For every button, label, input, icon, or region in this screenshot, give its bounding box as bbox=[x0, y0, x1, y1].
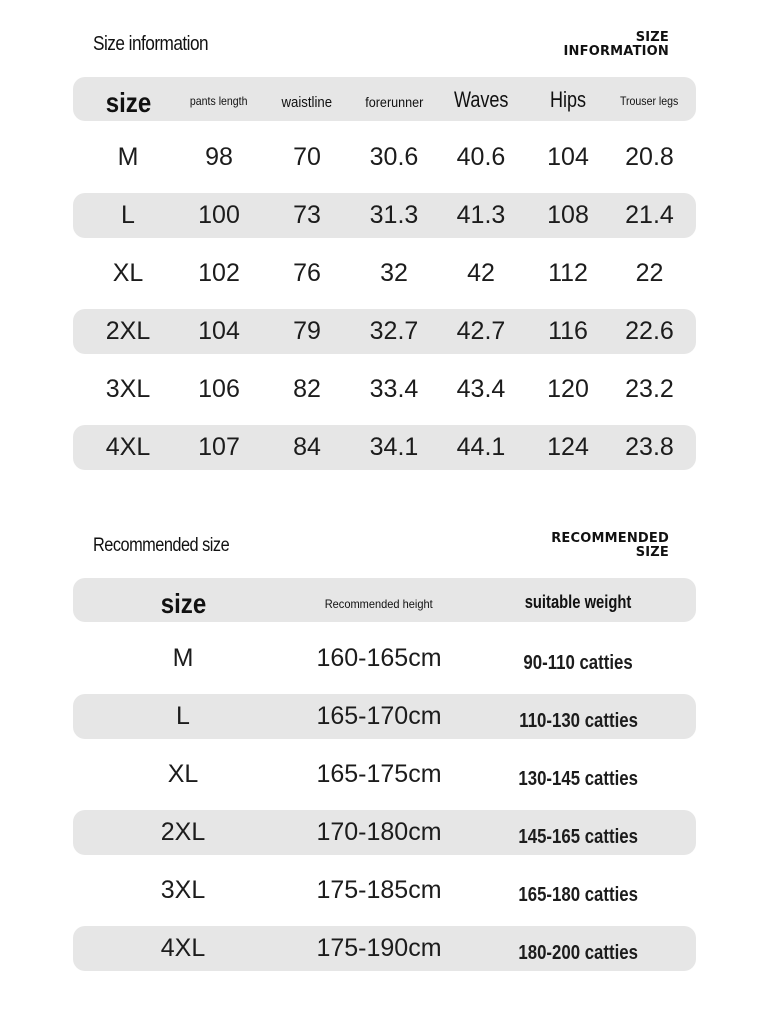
cell-forerunner: 31.3 bbox=[369, 201, 419, 229]
cell-hips: 120 bbox=[547, 375, 589, 403]
cell-size: 4XL bbox=[105, 433, 151, 461]
size-info-table bbox=[73, 77, 696, 483]
cell-size: 4XL bbox=[160, 934, 206, 962]
header-suitable-weight: suitable weight bbox=[525, 591, 632, 612]
table-row bbox=[73, 752, 696, 797]
cell-hips: 104 bbox=[547, 143, 589, 171]
cell-size: 2XL bbox=[160, 818, 206, 846]
cell-trouser-legs: 22 bbox=[635, 259, 664, 287]
cell-pants-length: 104 bbox=[198, 317, 240, 345]
cell-forerunner: 32 bbox=[380, 259, 408, 287]
table-row bbox=[73, 309, 696, 354]
table-row bbox=[73, 636, 696, 681]
size-info-title-right-line1: SIZE bbox=[635, 30, 669, 45]
cell-trouser-legs: 23.8 bbox=[625, 433, 674, 461]
cell-forerunner: 32.7 bbox=[369, 317, 419, 345]
cell-weight: 165-180 catties bbox=[518, 884, 639, 906]
cell-height: 175-190cm bbox=[316, 934, 442, 962]
cell-size: 2XL bbox=[105, 317, 151, 345]
cell-waistline: 79 bbox=[293, 317, 321, 345]
recommended-title-right-line1: RECOMMENDED bbox=[551, 531, 669, 546]
table-row bbox=[73, 135, 696, 180]
table-row bbox=[73, 694, 696, 739]
table-header-row bbox=[73, 77, 696, 121]
cell-weight: 145-165 catties bbox=[518, 826, 639, 848]
cell-pants-length: 106 bbox=[198, 375, 240, 403]
cell-hips: 108 bbox=[547, 201, 589, 229]
cell-trouser-legs: 22.6 bbox=[625, 317, 674, 345]
header-hips: Hips bbox=[549, 86, 587, 112]
table-row bbox=[73, 367, 696, 412]
cell-height: 175-185cm bbox=[316, 876, 442, 904]
table-row bbox=[73, 251, 696, 296]
recommended-title-right bbox=[551, 532, 669, 560]
cell-pants-length: 102 bbox=[198, 259, 240, 287]
cell-waves: 42 bbox=[467, 259, 495, 287]
cell-height: 165-170cm bbox=[316, 702, 442, 730]
cell-size: XL bbox=[167, 760, 199, 788]
cell-size: M bbox=[172, 644, 194, 672]
size-info-title-right-line2: INFORMATION bbox=[563, 44, 669, 59]
table-row bbox=[73, 868, 696, 913]
cell-waistline: 76 bbox=[293, 259, 321, 287]
cell-trouser-legs: 20.8 bbox=[625, 143, 674, 171]
cell-hips: 116 bbox=[548, 317, 588, 345]
header-waves: Waves bbox=[453, 86, 509, 112]
cell-height: 165-175cm bbox=[316, 760, 442, 788]
cell-waves: 42.7 bbox=[456, 317, 506, 345]
cell-waistline: 73 bbox=[293, 201, 321, 229]
cell-weight: 110-130 catties bbox=[519, 710, 638, 732]
cell-waistline: 70 bbox=[293, 143, 321, 171]
cell-waves: 40.6 bbox=[456, 143, 506, 171]
header-trouser-legs: Trouser legs bbox=[620, 93, 679, 108]
table-row bbox=[73, 926, 696, 971]
cell-waves: 41.3 bbox=[456, 201, 506, 229]
header-recommended-height: Recommended height bbox=[324, 596, 434, 611]
recommended-table bbox=[73, 578, 696, 984]
cell-height: 170-180cm bbox=[316, 818, 442, 846]
cell-size: 3XL bbox=[105, 375, 151, 403]
cell-waistline: 82 bbox=[293, 375, 321, 403]
cell-size: XL bbox=[112, 259, 144, 287]
cell-waves: 43.4 bbox=[456, 375, 506, 403]
table-row bbox=[73, 193, 696, 238]
cell-waves: 44.1 bbox=[456, 433, 506, 461]
cell-height: 160-165cm bbox=[316, 644, 442, 672]
cell-weight: 180-200 catties bbox=[518, 942, 639, 964]
cell-forerunner: 30.6 bbox=[369, 143, 419, 171]
recommended-title-right-line2: SIZE bbox=[635, 545, 669, 560]
header-size: size bbox=[160, 588, 206, 619]
cell-pants-length: 107 bbox=[198, 433, 240, 461]
recommended-title: Recommended size bbox=[93, 535, 230, 556]
cell-weight: 90-110 catties bbox=[523, 652, 634, 674]
cell-size: M bbox=[117, 143, 139, 171]
cell-forerunner: 34.1 bbox=[369, 433, 419, 461]
cell-size: 3XL bbox=[160, 876, 206, 904]
cell-weight: 130-145 catties bbox=[518, 768, 639, 790]
cell-hips: 112 bbox=[548, 259, 588, 287]
cell-pants-length: 100 bbox=[198, 201, 240, 229]
cell-hips: 124 bbox=[547, 433, 589, 461]
cell-waistline: 84 bbox=[293, 433, 321, 461]
table-row bbox=[73, 810, 696, 855]
cell-size: L bbox=[121, 201, 135, 229]
cell-pants-length: 98 bbox=[205, 143, 233, 171]
header-size: size bbox=[105, 87, 151, 118]
size-info-title: Size information bbox=[93, 33, 209, 55]
header-pants-length: pants length bbox=[190, 93, 248, 108]
cell-size: L bbox=[176, 702, 190, 730]
table-row bbox=[73, 425, 696, 470]
table-header-row bbox=[73, 578, 696, 622]
cell-forerunner: 33.4 bbox=[369, 375, 419, 403]
size-info-title-right bbox=[564, 31, 669, 59]
header-waistline: waistline bbox=[281, 93, 333, 111]
cell-trouser-legs: 23.2 bbox=[625, 375, 674, 403]
cell-trouser-legs: 21.4 bbox=[625, 201, 674, 229]
header-forerunner: forerunner bbox=[364, 93, 424, 110]
